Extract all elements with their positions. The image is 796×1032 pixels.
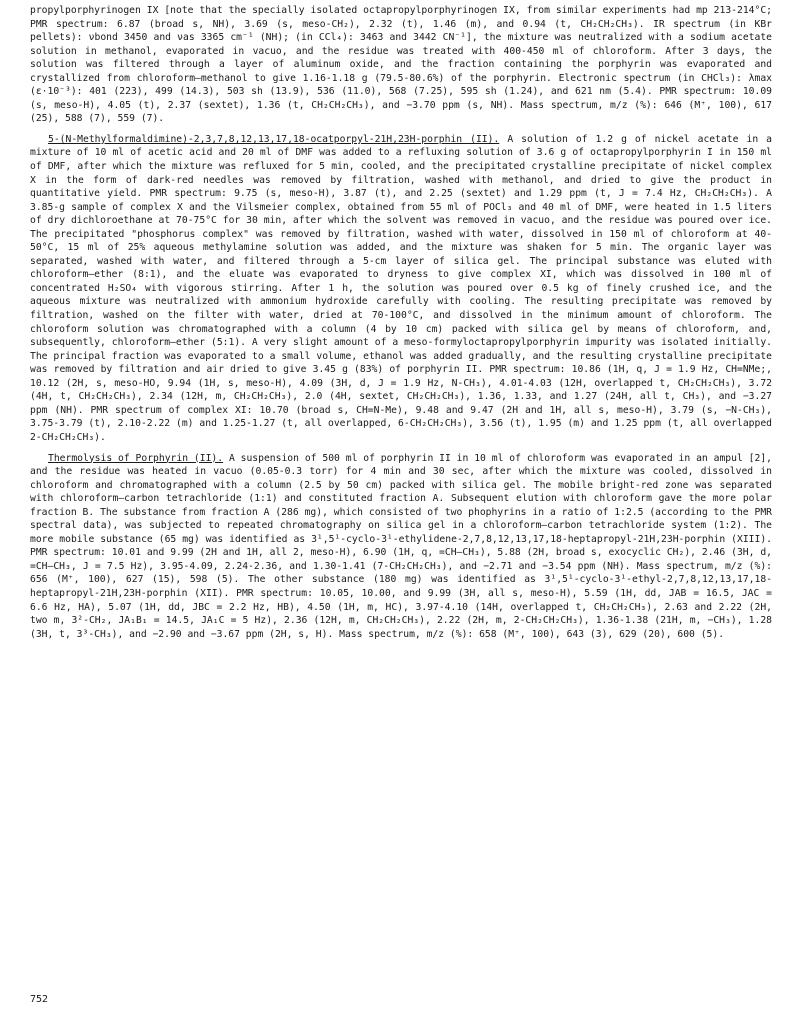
document-page bbox=[30, 4, 772, 641]
page-number: 752 bbox=[30, 994, 49, 1005]
paragraph-text: A solution of 1.2 g of nickel acetate in a mixture of 10 ml of acetic acid and 20 ml of DMF was added to a refluxing solution of 3.6 g of octapropylporphyrin I in 150 ml of DMF, after which the mixture was refluxed for 5 min, cooled, and the precipitated crystalline precipitate of nickel complex X in the form of dark-red needles was removed by filtration, washed with methanol, and dried to give the product in quantitative yield. PMR spectrum: 9.75 (s, meso-H), 3.87 (t), and 2.25 (sextet) and 1.29 ppm (t, J = 7.4 Hz, CH₂CH₂CH₃). A 3.85-g sample of complex X and the Vilsmeier complex, obtained from 55 ml of POCl₃ and 40 ml of DMF, were heated in 1.5 liters of dry dichloroethane at 70-75°C for 30 min, after which the solvent was removed in vacuo, and the residue was poured over ice. The precipitated "phosphorus complex" was removed by filtration, washed with water, dissolved in 150 ml of chloroform at 40-50°C, 15 ml of 25% aqueous methylamine solution was added, and the mixture was shaken for 5 min. The organic layer was separated, washed with water, and filtered through a 5-cm layer of silica gel. The principal substance was eluted with chloroform—ether (8:1), and the eluate was evaporated to dryness to give complex XI, which was dissolved in 100 ml of concentrated H₂SO₄ with vigorous stirring. After 1 h, the solution was poured over 0.5 kg of finely crushed ice, and the aqueous mixture was neutralized with ammonium hydroxide carefully with cooling. The resulting precipitate was removed by filtration, washed on the filter with water, dried at 70-100°C, and dissolved in the minimum amount of chloroform. The chloroform solution was chromatographed with a column (4 by 10 cm) packed with silica gel by means of chloroform, and, subsequently, chloroform—ether (5:1). A very slight amount of a meso-formyloctapropylporphyrin impurity was isolated initially. The principal fraction was evaporated to a small volume, ethanol was added gradually, and the resulting crystalline precipitate was removed by filtration and air dried to give 3.45 g (83%) of porphyrin II. PMR spectrum: 10.86 (1H, q, J = 1.9 Hz, CH=NMe;, 10.12 (2H, s, meso-HO, 9.94 (1H, s, meso-H), 4.09 (3H, d, J = 1.9 Hz, N-CH₃), 4.01-4.03 (12H, overlapped t, CH₂CH₂CH₃), 3.72 (4H, t, CH₂CH₂CH₃), 2.34 (12H, m, CH₂CH₂CH₃), 2.0 (4H, sextet, CH₂CH₂CH₃), 1.36, 1.33, and 1.27 (24H, all t, CH₃), and −3.27 ppm (NH). PMR spectrum of complex XI: 10.70 (broad s, CH=N-Me), 9.48 and 9.47 (2H and 1H, all s, meso-H), 3.79 (s, −N-CH₃), 3.75-3.79 (t), 2.10-2.22 (m) and 1.25-1.27 (t, all overlapped, 6-CH₂CH₂CH₃), 3.56 (t), 1.95 (m) and 1.25 ppm (t, all overlapped 2-CH₂CH₂CH₃). bbox=[30, 133, 773, 443]
section-heading: 5-(N-Methylformaldimine)-2,3,7,8,12,13,17,18-ocatporpyl-21H,23H-porphin (II). bbox=[48, 133, 500, 145]
section-heading: Thermolysis of Porphyrin (II). bbox=[48, 452, 224, 464]
paragraph-porphyrinogen-continuation bbox=[30, 4, 772, 126]
paragraph-text: A suspension of 500 ml of porphyrin II in 10 ml of chloroform was evaporated in an ampul [2], and the residue was heated in vacuo (0.05-0.3 torr) for 4 min and 30 sec, after which the mixture was cooled, dissolved in chloroform and chromatographed with a column (2.5 by 50 cm) packed with silica gel. The mobile bright-red zone was separated with chloroform—carbon tetrachloride (1:1) and constituted fraction A. Subsequent elution with chloroform gave the more polar fraction B. The substance from fraction A (286 mg), which consisted of two phophyrins in a ratio of 1:2.5 (according to the PMR spectral data), was subjected to repeated chromatography on silica gel in a chloroform—carbon tetrachloride system (1:2). The more mobile substance (65 mg) was identified as 3¹,5¹-cyclo-3¹-ethylidene-2,7,8,12,13,17,18-heptapropyl-21H,23H-porphin (XIII). PMR spectrum: 10.01 and 9.99 (2H and 1H, all 2, meso-H), 6.90 (1H, q, =CH—CH₃), 5.88 (2H, broad s, exocyclic CH₂), 2.46 (3H, d, =CH—CH₃, J = 7.5 Hz), 3.95-4.09, 2.24-2.36, and 1.30-1.41 (7-CH₂CH₂CH₃), and −2.71 and −3.54 ppm (NH). Mass spectrum, m/z (%): 656 (M⁺, 100), 627 (15), 598 (5). The other substance (180 mg) was identified as 3¹,5¹-cyclo-3¹-ethyl-2,7,8,12,13,17,18-heptapropyl-21H,23H-porphin (XII). PMR spectrum: 10.05, 10.00, and 9.99 (3H, all s, meso-H), 5.59 (1H, dd, JAB = 16.5, JAC = 6.6 Hz, HA), 5.07 (1H, dd, JBC = 2.2 Hz, HB), 4.50 (1H, m, HC), 3.97-4.10 (14H, overlapped t, CH₂CH₂CH₃), 2.63 and 2.22 (2H, two m, 3²-CH₂, JA₁B₁ = 14.5, JA₁C = 5 Hz), 2.36 (12H, m, CH₂CH₂CH₃), 2.22 (2H, m, 2-CH₂CH₂CH₃), 1.36-1.38 (21H, m, −CH₃), 1.28 (3H, t, 3³-CH₃), and −2.90 and −3.67 ppm (2H, s, H). Mass spectrum, m/z (%): 658 (M⁺, 100), 643 (3), 629 (20), 600 (5). bbox=[30, 452, 772, 640]
paragraph-text: propylporphyrinogen IX [note that the specially isolated octapropylporphyrinogen IX, from similar experiments had mp 213-214°C; PMR spectrum: 6.87 (broad s, NH), 3.69 (s, meso-CH₂), 2.32 (t), 1.46 (m), and 0.94 (t, CH₂CH₂CH₃). IR spectrum (in KBr pellets): νbond 3450 and νas 3365 cm⁻¹ (NH); (in CCl₄): 3463 and 3442 CN⁻¹], the mixture was neutralized with a sodium acetate solution in methanol, evaporated in vacuo, and the residue was treated with 400-450 ml of chloroform. After 3 days, the solution was filtered through a layer of aluminum oxide, and the fraction containing the porphyrin was evaporated and crystallized from chloroform—methanol to give 1.16-1.18 g (79.5-80.6%) of the porphyrin. Electronic spectrum (in CHCl₃): λmax (ε·10⁻³): 401 (223), 499 (14.3), 503 sh (13.9), 536 (11.0), 568 (7.25), 595 sh (1.24), and 621 nm (5.4). PMR spectrum: 10.09 (s, meso-H), 4.05 (t), 2.37 (sextet), 1.36 (t, CH₂CH₂CH₃), and −3.70 ppm (s, NH). Mass spectrum, m/z (%): 646 (M⁺, 100), 617 (25), 588 (7), 559 (7). bbox=[30, 5, 772, 125]
paragraph-porphin-ii-synthesis bbox=[30, 133, 772, 445]
paragraph-thermolysis bbox=[30, 452, 772, 642]
